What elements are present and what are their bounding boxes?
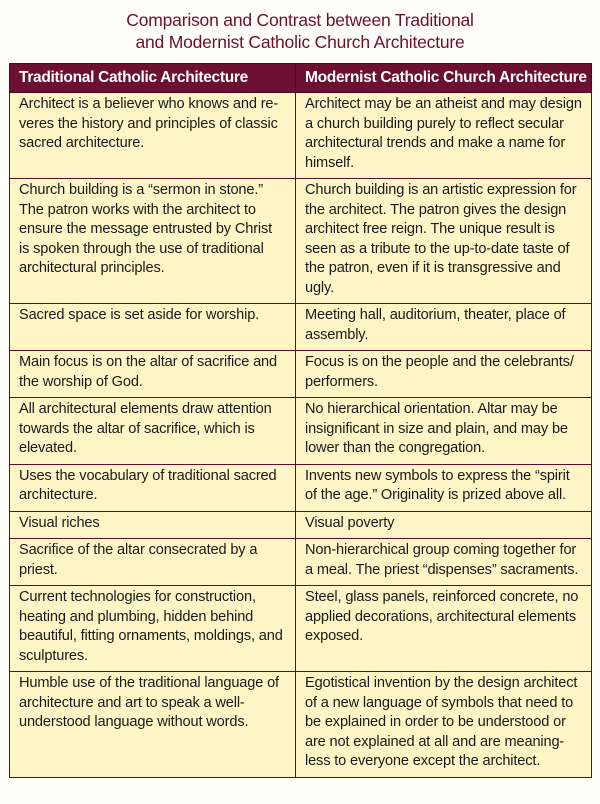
table-row xyxy=(10,93,592,179)
modernist-cell: Steel, glass panels, reinforced concrete, no applied decorations, architectural elements exposed. xyxy=(296,586,592,672)
table-row xyxy=(10,586,592,672)
title-line-2: and Modernist Catholic Church Architecture xyxy=(135,32,465,52)
traditional-cell: Sacred space is set aside for worship. xyxy=(10,304,296,351)
traditional-cell: Uses the vocabulary of traditional sacred architecture. xyxy=(10,464,296,511)
table-row xyxy=(10,304,592,351)
header-traditional: Traditional Catholic Architecture xyxy=(10,64,296,93)
table-row xyxy=(10,464,592,511)
table-row xyxy=(10,511,592,539)
traditional-cell: All architectural elements draw attention towards the altar of sacrifice, which is elevated. xyxy=(10,398,296,465)
header-modernist: Modernist Catholic Church Architecture xyxy=(296,64,592,93)
modernist-cell: Invents new symbols to express the “spirit of the age.” Originality is prized above all. xyxy=(296,464,592,511)
modernist-cell: Focus is on the people and the celebrants/ performers. xyxy=(296,351,592,398)
comparison-table xyxy=(9,63,592,778)
traditional-cell: Visual riches xyxy=(10,511,296,539)
table-row xyxy=(10,351,592,398)
table-row xyxy=(10,179,592,304)
traditional-cell: Current technologies for construction, heating and plumbing, hidden behind beautiful, fitting ornaments, moldings, and sculptures. xyxy=(10,586,296,672)
traditional-cell: Sacrifice of the altar consecrated by a priest. xyxy=(10,539,296,586)
modernist-cell: Architect may be an atheist and may design a church building purely to reflect secular architectural trends and make a name for himself. xyxy=(296,93,592,179)
table-header-row xyxy=(10,64,592,93)
modernist-cell: Visual poverty xyxy=(296,511,592,539)
modernist-cell: Meeting hall, auditorium, theater, place of assembly. xyxy=(296,304,592,351)
traditional-cell: Main focus is on the altar of sacrifice and the worship of God. xyxy=(10,351,296,398)
table-row xyxy=(10,672,592,778)
traditional-cell: Church building is a “sermon in stone.” The patron works with the architect to ensure the message entrusted by Christ is spoken through the use of traditional architectural principles. xyxy=(10,179,296,304)
title-line-1: Comparison and Contrast between Traditional xyxy=(126,10,474,30)
page-title xyxy=(0,0,600,50)
traditional-cell: Architect is a believer who knows and re-veres the history and principles of classic sacred architecture. xyxy=(10,93,296,179)
modernist-cell: No hierarchical orientation. Altar may be insignificant in size and plain, and may be lower than the congregation. xyxy=(296,398,592,465)
table-row xyxy=(10,398,592,465)
traditional-cell: Humble use of the traditional language of architecture and art to speak a well-understood language without words. xyxy=(10,672,296,778)
table-row xyxy=(10,539,592,586)
modernist-cell: Non-hierarchical group coming together for a meal. The priest “dispenses” sacraments. xyxy=(296,539,592,586)
modernist-cell: Egotistical invention by the design architect of a new language of symbols that need to be explained in order to be understood or are not explained at all and are meaning-less to everyone except the architect. xyxy=(296,672,592,778)
modernist-cell: Church building is an artistic expression for the architect. The patron gives the design architect free reign. The unique result is seen as a tribute to the up-to-date taste of the patron, even if it is transgressive and ugly. xyxy=(296,179,592,304)
